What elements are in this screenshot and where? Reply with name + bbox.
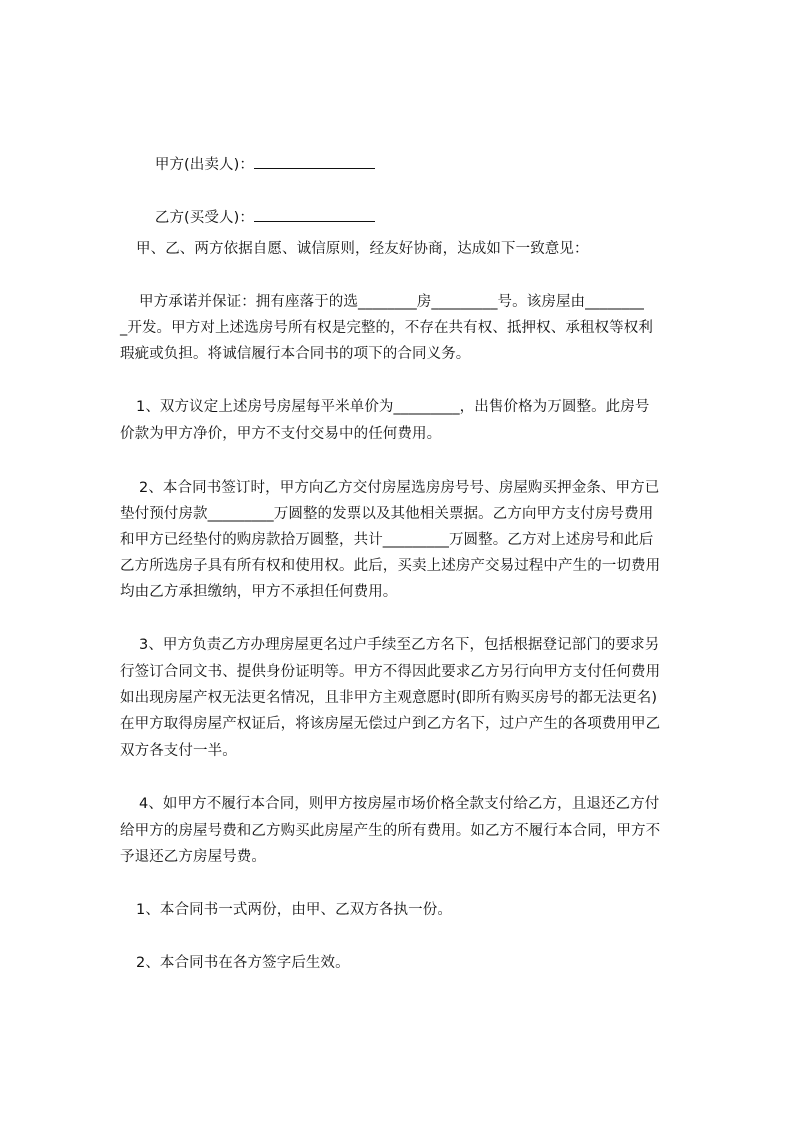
intro-text: 甲、乙、两方依据自愿、诚信原则，经友好协商，达成如下一致意见：: [136, 241, 589, 257]
party-b-blank: [254, 207, 375, 222]
party-a-line: [136, 134, 375, 195]
warranty-line-2: _开发。甲方对上述选房号所有权是完整的，不存在共有权、抵押权、承租权等权利: [120, 320, 653, 336]
final-clause-2: 2、本合同书在各方签字后生效。: [136, 955, 350, 971]
clause-3-line-4: 在甲方取得房屋产权证后，将该房屋无偿过户到乙方名下，过户产生的各项费用甲乙: [120, 716, 661, 732]
warranty-line-1: 甲方承诺并保证：拥有座落于的选________房_________号。该房屋由________: [139, 294, 644, 310]
clause-2-line-4: 乙方所选房子具有所有权和使用权。此后，买卖上述房产交易过程中产生的一切费用: [120, 558, 661, 574]
clause-2-line-2: 垫付预付房款_________万圆整的发票以及其他相关票据。乙方向甲方支付房号费用: [120, 506, 654, 522]
clause-3-line-1: 3、甲方负责乙方办理房屋更名过户手续至乙方名下，包括根据登记部门的要求另: [139, 637, 660, 653]
final-clause-1: 1、本合同书一式两份，由甲、乙双方各执一份。: [136, 902, 452, 918]
clause-2-line-5: 均由乙方承担缴纳，甲方不承担任何费用。: [120, 584, 398, 600]
clause-2-line-3: 和甲方已经垫付的购房款拾万圆整，共计_________万圆整。乙方对上述房号和此后: [120, 532, 654, 548]
clause-3-line-3: 如出现房屋产权无法更名情况，且非甲方主观意愿时(即所有购买房号的都无法更名): [120, 690, 658, 706]
clause-4-line-1: 4、如甲方不履行本合同，则甲方按房屋市场价格全款支付给乙方，且退还乙方付: [139, 796, 660, 812]
clause-4-line-2: 给甲方的房屋号费和乙方购买此房屋产生的所有费用。如乙方不履行本合同，甲方不: [120, 823, 661, 839]
party-a-blank: [254, 154, 375, 169]
party-a-label: 甲方(出卖人)：: [154, 157, 254, 173]
party-b-label: 乙方(买受人)：: [154, 210, 254, 226]
clause-1-line-2: 价款为甲方净价，甲方不支付交易中的任何费用。: [120, 426, 442, 442]
warranty-line-3: 瑕疵或负担。将诚信履行本合同书的项下的合同义务。: [120, 346, 471, 362]
clause-2-line-1: 2、本合同书签订时，甲方向乙方交付房屋选房房号号、房屋购买押金条、甲方已: [139, 480, 660, 496]
clause-3-line-5: 双方各支付一半。: [120, 743, 237, 759]
clause-3-line-2: 行签订合同文书、提供身份证明等。甲方不得因此要求乙方另行向甲方支付任何费用: [120, 664, 661, 680]
clause-1-line-1: 1、双方议定上述房号房屋每平米单价为_________，出售价格为万圆整。此房号: [136, 399, 650, 415]
clause-4-line-3: 予退还乙方房屋号费。: [120, 849, 266, 865]
